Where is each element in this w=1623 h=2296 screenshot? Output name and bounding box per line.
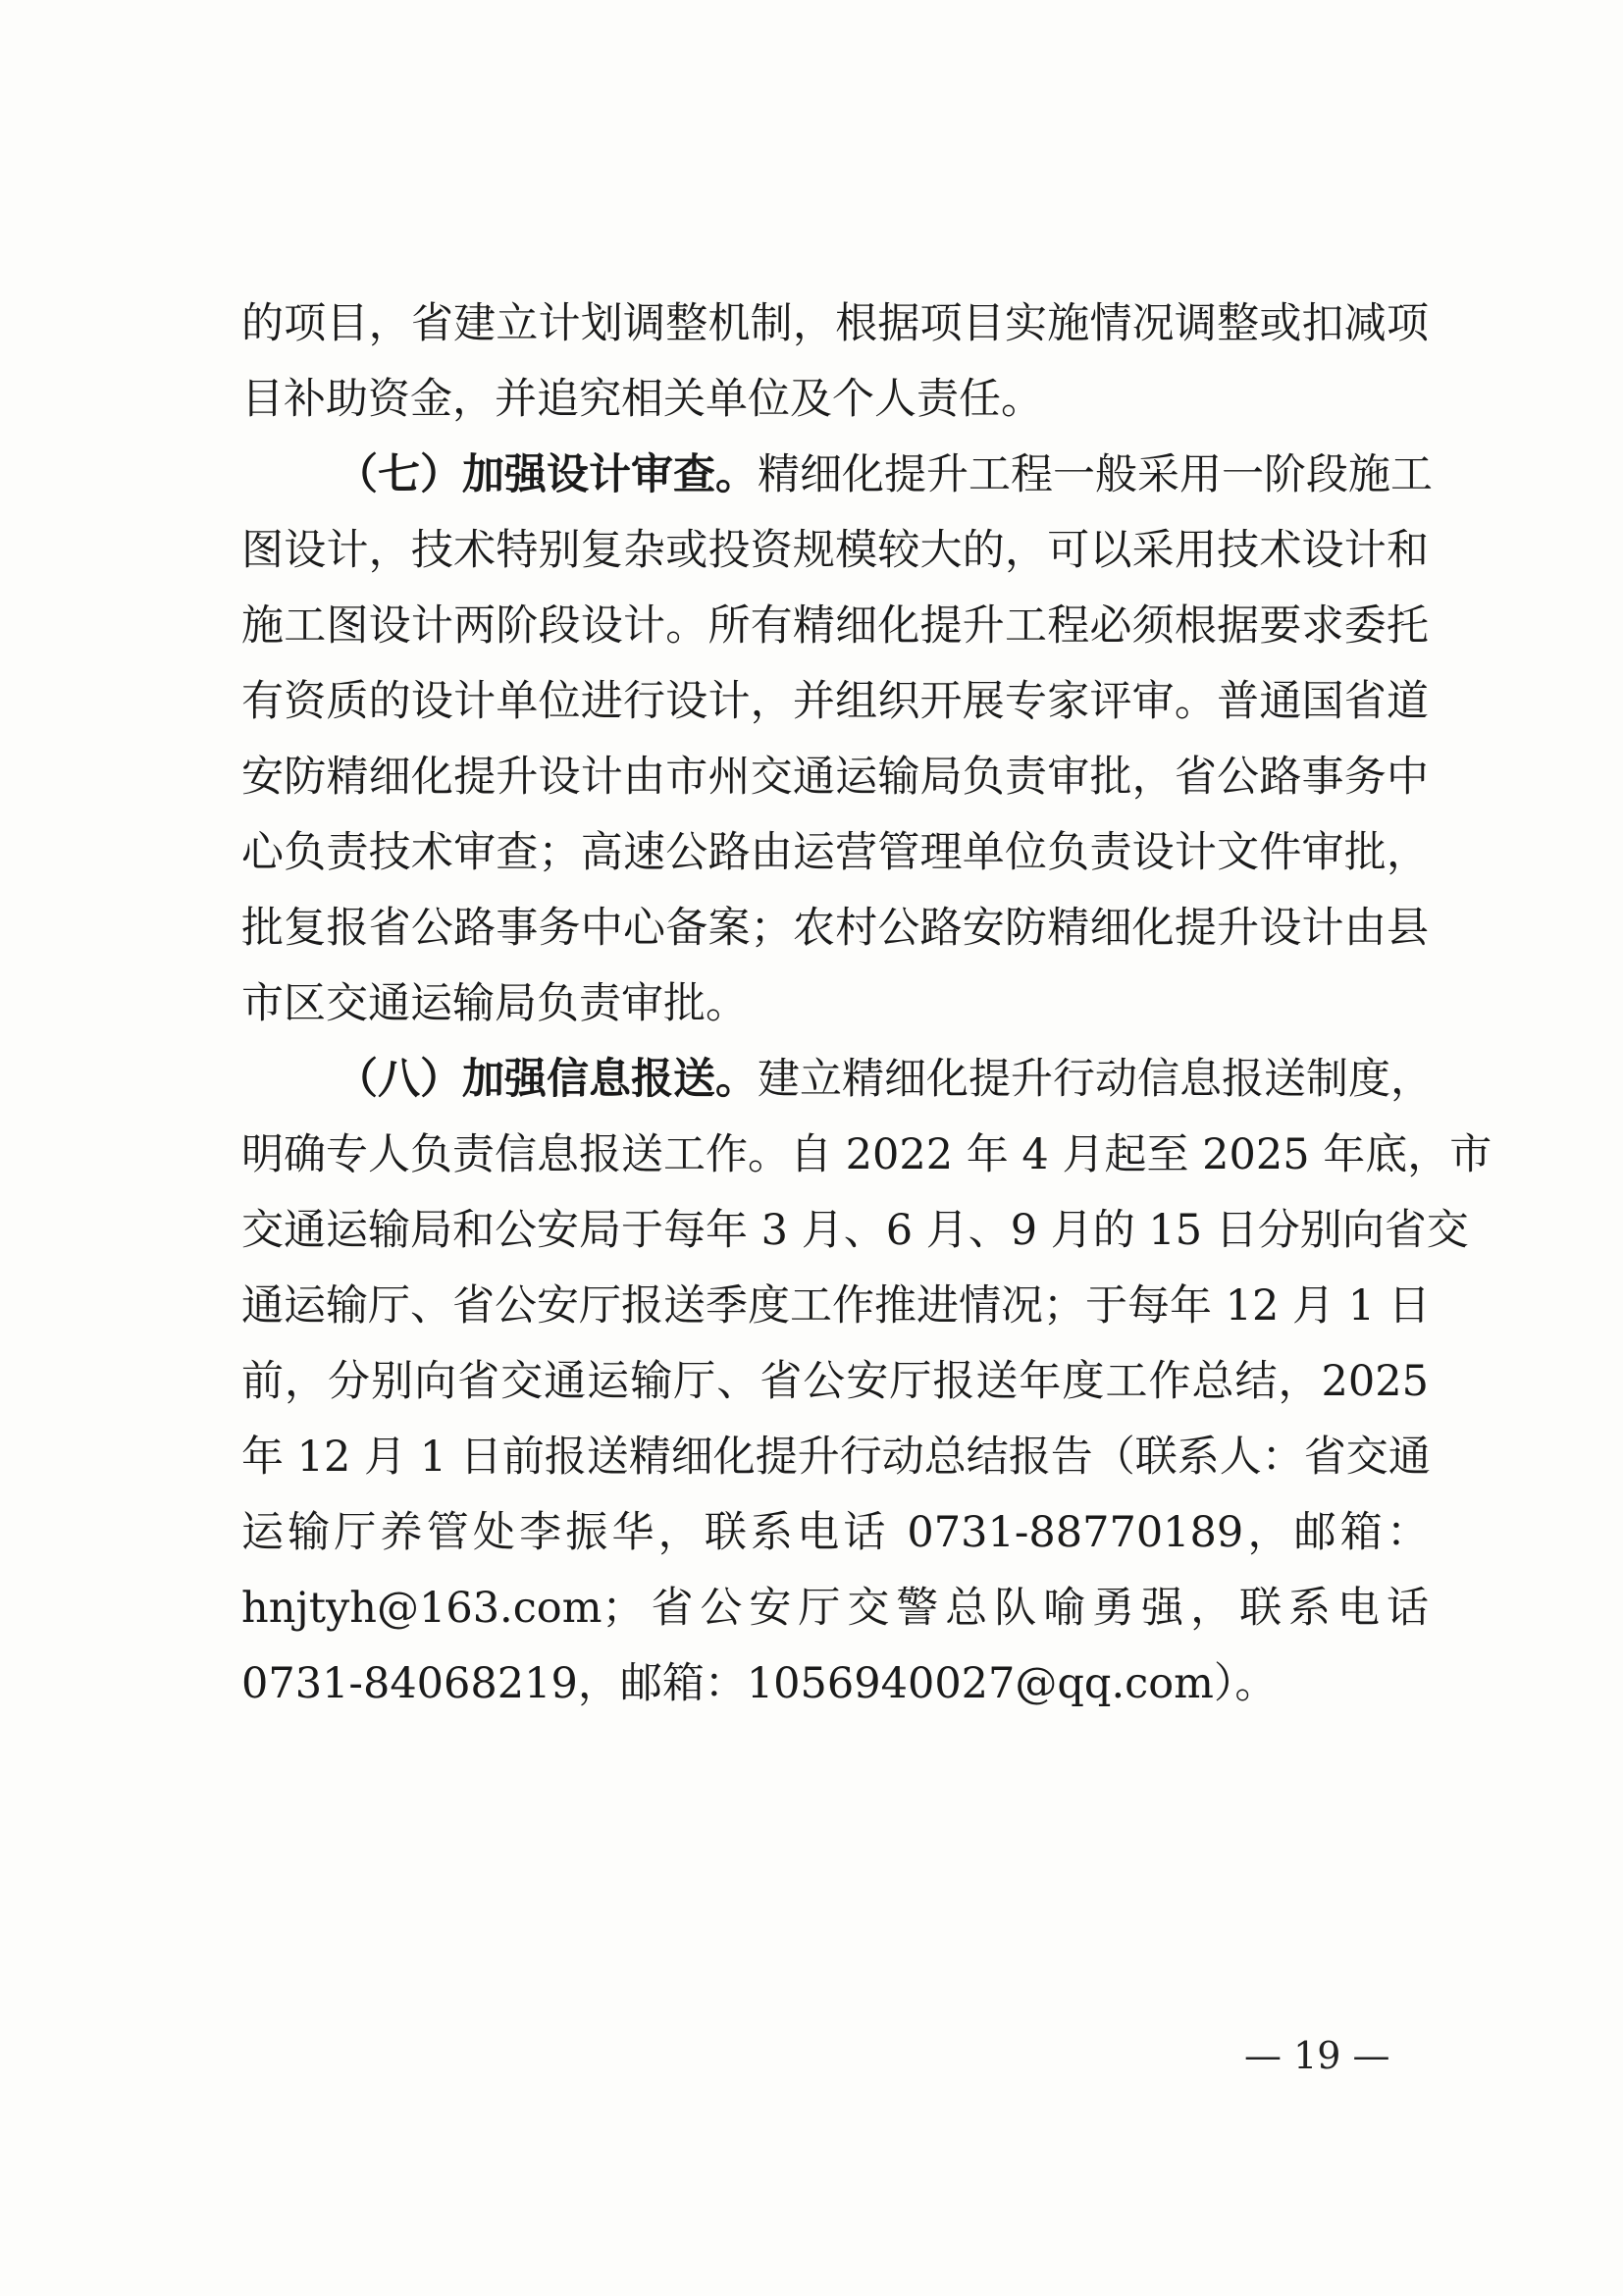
text-line: 图设计，技术特别复杂或投资规模较大的，可以采用技术设计和 <box>241 526 1429 575</box>
text-line: 有资质的设计单位进行设计，并组织开展专家评审。普通国省道 <box>241 677 1429 726</box>
text-line <box>241 438 1433 513</box>
text-line: 心负责技术审查；高速公路由运营管理单位负责设计文件审批， <box>241 828 1429 877</box>
section-7-paragraph <box>241 438 1433 1042</box>
text-line: 年 12 月 1 日前报送精细化提升行动总结报告（联系人：省交通 <box>241 1433 1431 1482</box>
text-line: 通运输厅、省公安厅报送季度工作推进情况；于每年 12 月 1 日 <box>241 1281 1431 1331</box>
page-number: — 19 — <box>1244 2034 1390 2077</box>
document-body <box>241 287 1492 1722</box>
text-line: 的项目，省建立计划调整机制，根据项目实施情况调整或扣减项 <box>241 299 1429 348</box>
text-line: 施工图设计两阶段设计。所有精细化提升工程必须根据要求委托 <box>241 601 1429 651</box>
text-line: 明确专人负责信息报送工作。自 2022 年 4 月起至 2025 年底，市 <box>241 1130 1492 1179</box>
text-line: 批复报省公路事务中心备案；农村公路安防精细化提升设计由县 <box>241 904 1429 953</box>
text-line: 0731-84068219，邮箱：1056940027@qq.com）。 <box>241 1659 1278 1708</box>
text-line: 前，分别向省交通运输厅、省公安厅报送年度工作总结，2025 <box>241 1357 1429 1406</box>
section-8-paragraph <box>241 1042 1492 1722</box>
text-line: 安防精细化提升设计由市州交通运输局负责审批，省公路事务中 <box>241 753 1429 802</box>
section-8-heading: （八）加强信息报送。 <box>336 1055 758 1104</box>
text-line: 交通运输局和公安局于每年 3 月、6 月、9 月的 15 日分别向省交 <box>241 1206 1469 1255</box>
text-line: 运输厅养管处李振华，联系电话 0731-88770189，邮箱： <box>241 1508 1429 1557</box>
section-7-heading: （七）加强设计审查。 <box>336 450 758 499</box>
text-line: 市区交通运输局负责审批。 <box>241 979 748 1028</box>
paragraph-continued <box>241 287 1429 438</box>
text-line: hnjtyh@163.com；省公安厅交警总队喻勇强，联系电话 <box>241 1584 1429 1633</box>
text-line: 目补助资金，并追究相关单位及个人责任。 <box>241 375 1043 424</box>
text-fragment: 建立精细化提升行动信息报送制度， <box>758 1055 1433 1104</box>
text-fragment: 精细化提升工程一般采用一阶段施工 <box>758 450 1433 499</box>
text-line <box>241 1042 1433 1118</box>
